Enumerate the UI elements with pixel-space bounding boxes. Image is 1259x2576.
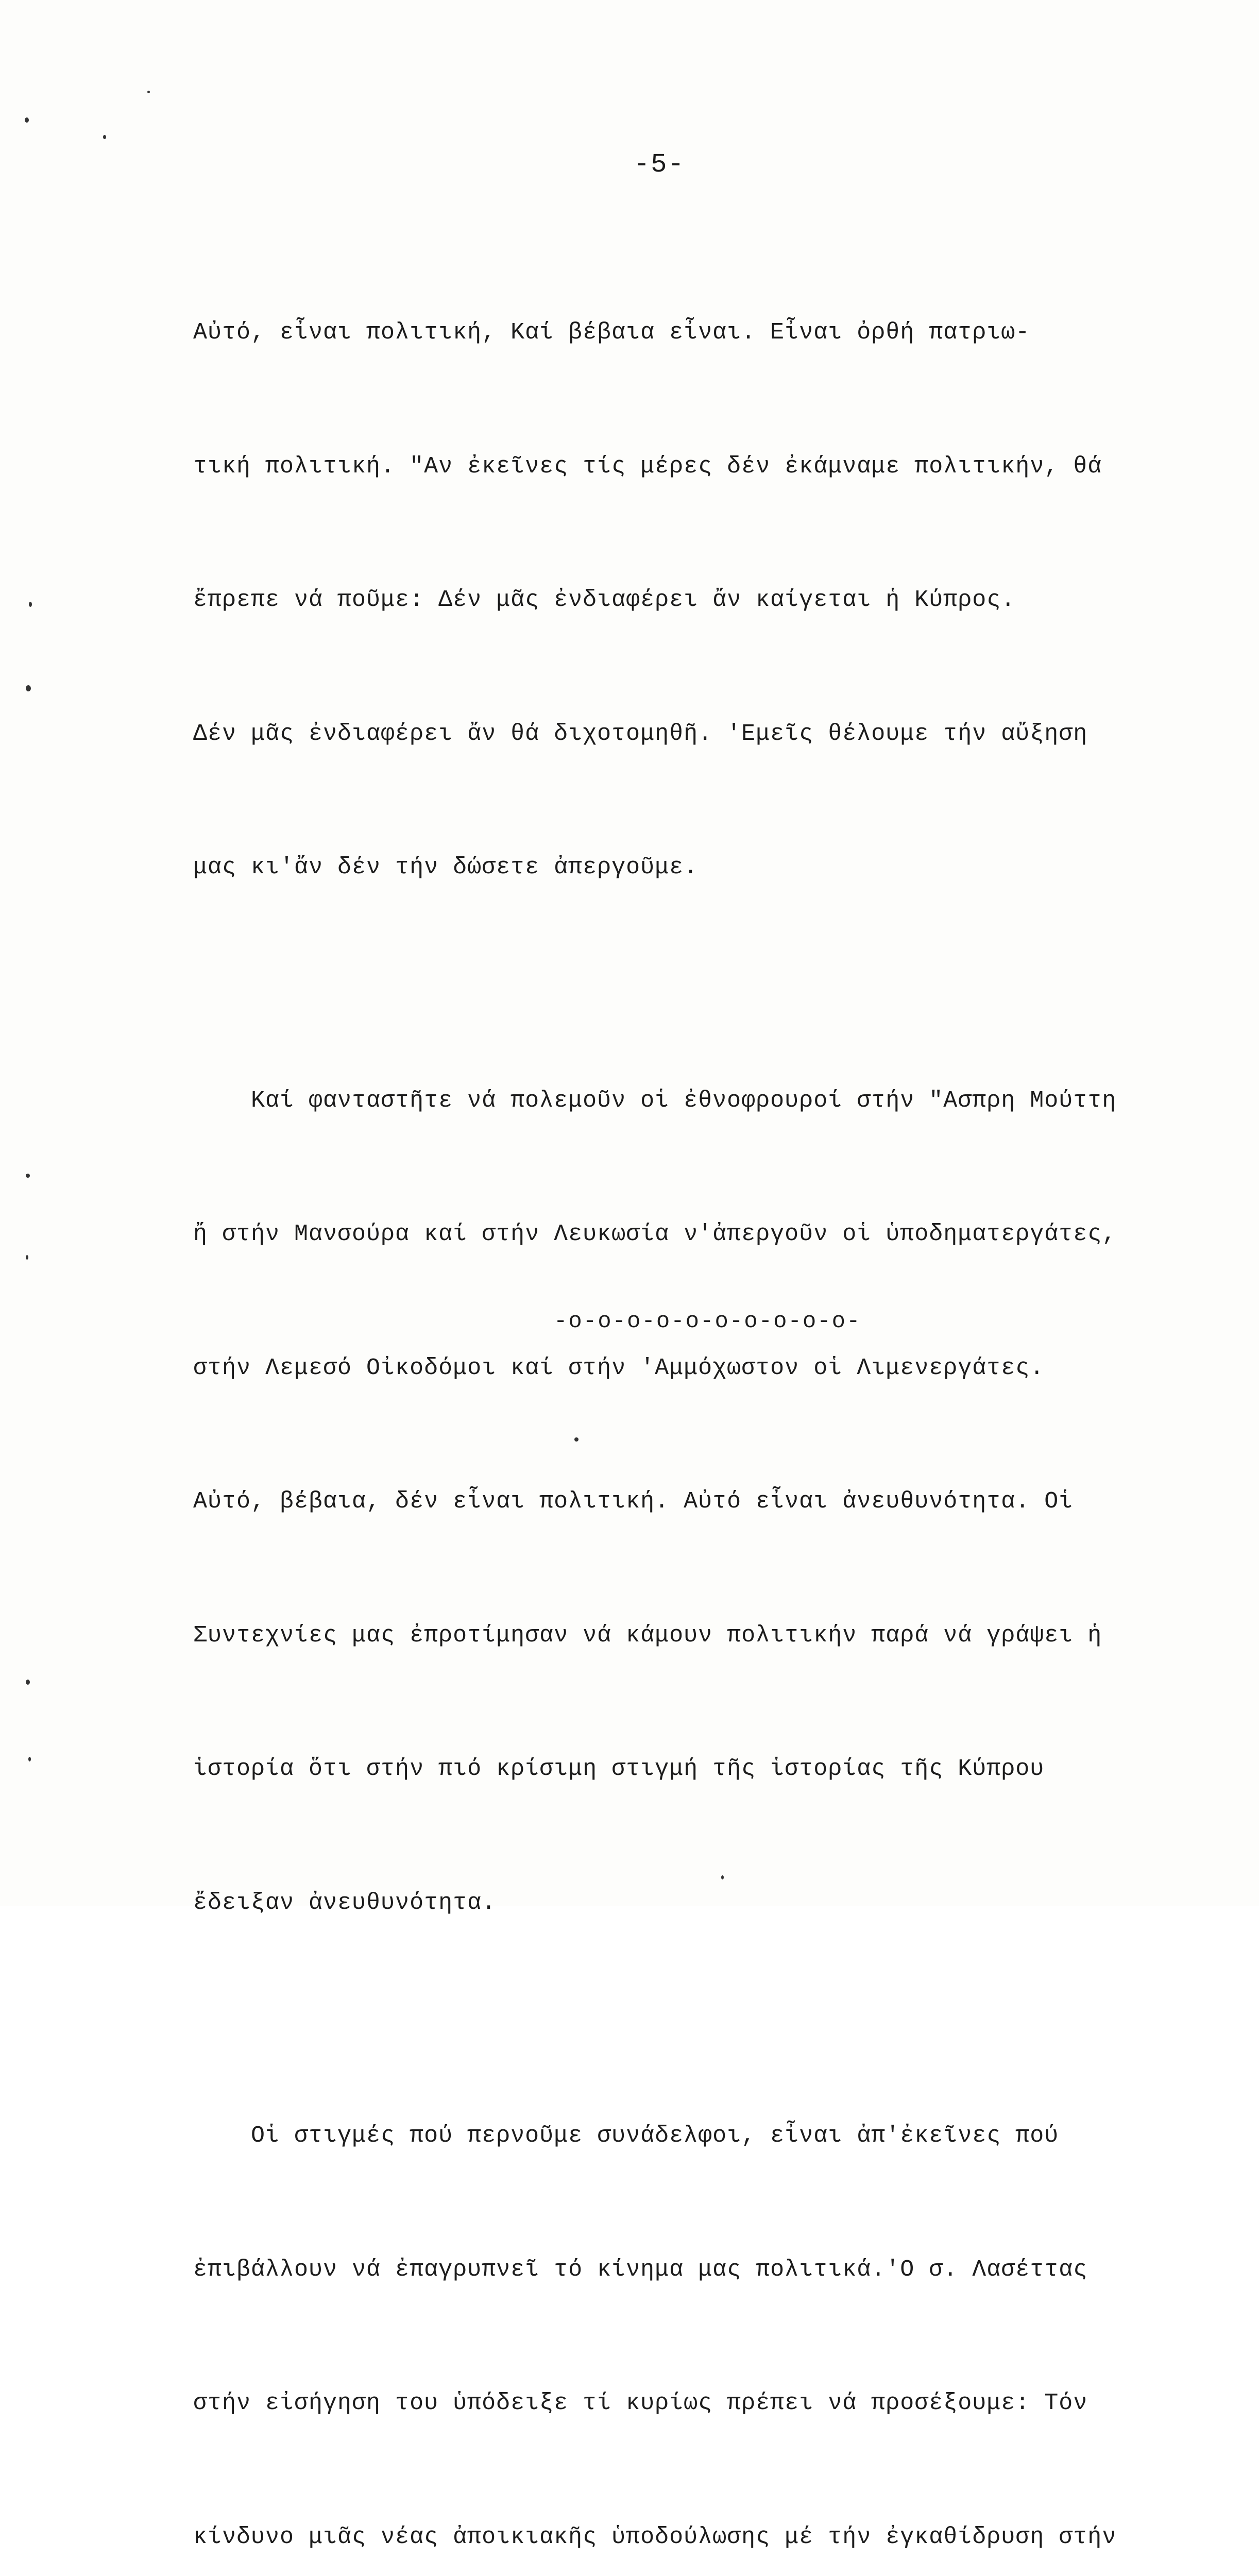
text-line: ἐπιβάλλουν νά ἐπαγρυπνεῖ τό κίνημα μας πολιτικά.'Ο σ. Λασέττας bbox=[193, 2256, 1088, 2283]
end-separator: -o-o-o-o-o-o-o-o-o-o- bbox=[554, 1309, 861, 1334]
paragraph-3 bbox=[193, 2025, 1223, 2576]
paragraph-1 bbox=[193, 222, 1223, 979]
scan-speck bbox=[26, 1680, 30, 1685]
text-line: στήν Λεμεσό Οἰκοδόμοι καί στήν 'Αμμόχωστον οἱ Λιμενεργάτες. bbox=[193, 1354, 1045, 1381]
scan-speck bbox=[26, 1174, 30, 1178]
scan-speck bbox=[28, 1757, 31, 1761]
text-line: τική πολιτική. "Αν ἐκεῖνες τίς μέρες δέν ἐκάμναμε πολιτικήν, θά bbox=[193, 453, 1102, 480]
text-line: στήν εἰσήγηση του ὑπόδειξε τί κυρίως πρέπει νά προσέξουμε: Τόν bbox=[193, 2390, 1088, 2416]
text-line: Αὐτό, βέβαια, δέν εἶναι πολιτική. Αὐτό εἶναι ἀνευθυνότητα. Οἱ bbox=[193, 1488, 1074, 1515]
text-line: ἔπρεπε νά ποῦμε: Δέν μᾶς ἐνδιαφέρει ἄν καίγεται ἡ Κύπρος. bbox=[193, 587, 1016, 613]
document-body bbox=[193, 222, 1223, 2576]
scan-speck bbox=[574, 1437, 579, 1442]
page-number: -5- bbox=[634, 149, 685, 180]
paragraph-gap bbox=[193, 979, 1223, 990]
text-line: μας κι'ἄν δέν τήν δώσετε ἀπεργοῦμε. bbox=[193, 854, 699, 880]
text-line: Συντεχνίες μας ἐπροτίμησαν νά κάμουν πολιτικήν παρά νά γράψει ἡ bbox=[193, 1622, 1102, 1649]
scan-speck bbox=[147, 91, 150, 93]
scan-speck bbox=[25, 117, 29, 123]
scan-speck bbox=[721, 1875, 724, 1879]
scan-speck bbox=[26, 685, 31, 691]
scan-speck bbox=[26, 1255, 28, 1260]
text-line: Αὐτό, εἶναι πολιτική, Καί βέβαια εἶναι. Εἶναι ὀρθή πατριω- bbox=[193, 319, 1030, 346]
text-line: ἱστορία ὅτι στήν πιό κρίσιμη στιγμή τῆς ἱστορίας τῆς Κύπρου bbox=[193, 1756, 1045, 1782]
text-line: ἤ στήν Μανσούρα καί στήν Λευκωσία ν'ἀπεργοῦν οἱ ὑποδηματεργάτες, bbox=[193, 1221, 1117, 1247]
scan-speck bbox=[103, 135, 106, 139]
paragraph-2 bbox=[193, 990, 1223, 2015]
paragraph-gap bbox=[193, 2014, 1223, 2025]
text-line: ἔδειξαν ἀνευθυνότητα. bbox=[193, 1889, 497, 1916]
text-line: κίνδυνο μιᾶς νέας ἀποικιακῆς ὑποδούλωσης μέ τήν ἐγκαθίδρυση στήν bbox=[193, 2523, 1117, 2550]
scan-speck bbox=[29, 602, 32, 607]
text-line: Δέν μᾶς ἐνδιαφέρει ἄν θά διχοτομηθῆ. 'Εμεῖς θέλουμε τήν αὔξηση bbox=[193, 720, 1088, 747]
text-line: Καί φανταστῆτε νά πολεμοῦν οἱ ἐθνοφρουροί στήν "Ασπρη Μούττη bbox=[193, 1087, 1117, 1114]
text-line: Οἱ στιγμές πού περνοῦμε συνάδελφοι, εἶναι ἀπ'ἐκεῖνες πού bbox=[193, 2123, 1059, 2149]
